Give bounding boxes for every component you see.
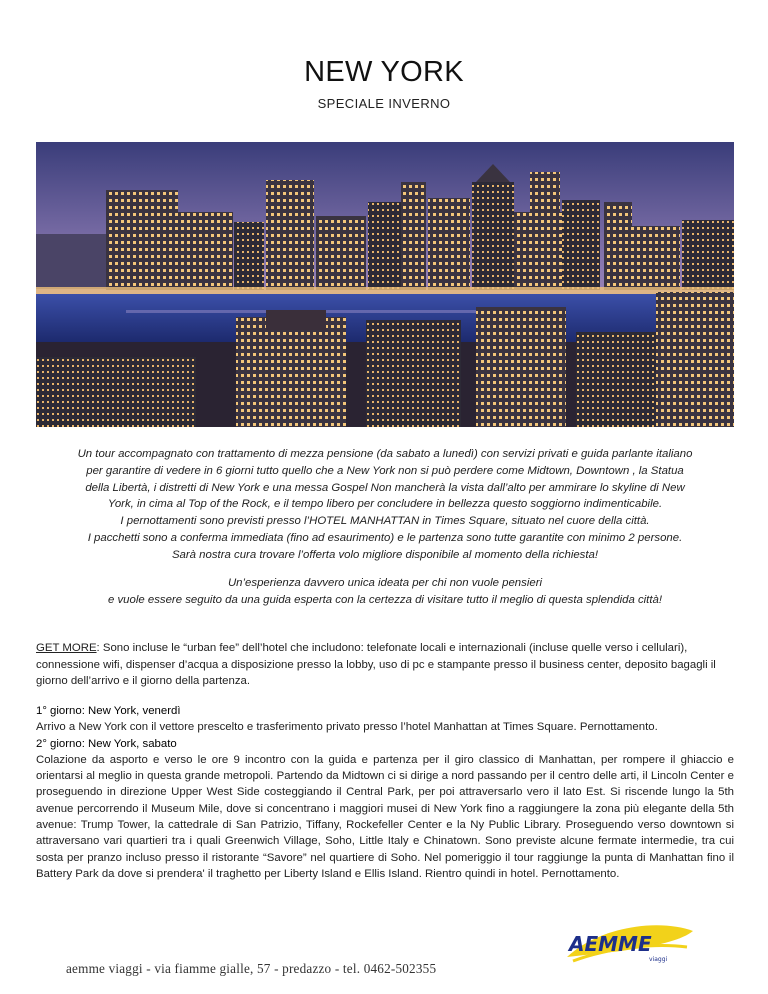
intro-line: Un tour accompagnato con trattamento di mezza pensione (da sabato a lunedì) con servizi privati e guida parlante italiano	[77, 448, 693, 460]
day-text: Colazione da asporto e verso le ore 9 incontro con la guida e partenza per il giro classico di Manhattan, per rompere il ghiaccio e orientarsi al meglio in questa grande metropoli. Partendo da Midtown ci si dirige a nord passando per il centro delle arti, il Lincoln Center e proseguendo in direzione Upper West Side costeggiando il Central Park, per poi attraversarlo vero il lato Est. Si riscende lungo la 5th avenue percorrendo il Museum Mile, dove si concentrano i maggiori musei di New York fino a raggiungere la zona più elegante della 5th avenue: Trump Tower, la cattedrale di San Patrizio, Tiffany, Rockefeller Center e la Ny Public Library. Proseguendo verso downtown si attraversano vari quartieri tra i quali Greenwich Village, Soho, Little Italy e Chinatown. Sono previste alcune fermate intermedie, tra cui sosta per pranzo incluso presso il ristorante “Savore” nel quartiere di Soho. Nel pomeriggio il tour raggiunge la punta di Manhattan fino il Battery Park da dove si prendera' il traghetto per Liberty Island e Ellis Island. Rientro quindi in hotel. Pernottamento.	[36, 753, 734, 880]
intro-paragraph	[36, 446, 734, 564]
tagline-line: e vuole essere seguito da una guida esperta con la certezza di visitare tutto il meglio di questa splendida città!	[107, 593, 663, 606]
tagline-line: Un’esperienza davvero unica ideata per chi non vuole pensieri	[227, 577, 543, 589]
intro-line: York, in cima al Top of the Rock, e il tempo libero per concludere in bellezza questo soggiorno indimenticabile.	[107, 498, 663, 511]
intro-line: I pernottamenti sono previsti presso l’HOTEL MANHATTAN in Times Square, situato nel cuore della città.	[120, 515, 650, 528]
aemme-logo	[561, 917, 697, 973]
get-more-section	[36, 640, 734, 690]
skyline-illustration	[36, 142, 734, 427]
intro-line: I pacchetti sono a conferma immediata (fino ad esaurimento) e le partenza sono tutte garantite con minimo 2 persone.	[87, 531, 683, 544]
day-heading: 1° giorno: New York, venerdì	[36, 705, 181, 717]
logo-wordmark: AEMME	[569, 932, 652, 956]
intro-line: della Libertà, i distretti di New York e una messa Gospel Non mancherà la vista dall’alto per ammirare lo skyline di New	[85, 481, 685, 494]
skyline-photo	[36, 142, 734, 427]
get-more-label: GET MORE	[36, 642, 97, 654]
logo-subtext: viaggi	[649, 956, 668, 963]
footer-contact: aemme viaggi - via fiamme gialle, 57 - predazzo - tel. 0462-502355	[66, 961, 437, 976]
intro-line: Sarà nostra cura trovare l’offerta volo migliore disponibile al momento della richiesta!	[171, 548, 599, 561]
tagline	[36, 575, 734, 609]
itinerary	[36, 703, 734, 882]
day-text: Arrivo a New York con il vettore prescelto e trasferimento privato presso l’hotel Manhattan at Times Square. Pernottamento.	[36, 721, 658, 734]
day-heading: 2° giorno: New York, sabato	[36, 737, 177, 750]
page-title: NEW YORK	[304, 56, 464, 88]
page-subtitle: SPECIALE INVERNO	[317, 96, 451, 111]
get-more-text: : Sono incluse le “urban fee” dell’hotel che includono: telefonate locali e internazionali (incluse quelle verso i cellulari), connessione wifi, dispenser d’acqua a disposizione presso la lobby, uso di pc e stampante presso il business center, deposito bagagli il giorno dell’arrivo e il giorno della partenza.	[36, 642, 716, 687]
intro-line: per garantire di vedere in 6 giorni tutto quello che a New York non si può perdere come Midtown, Downtown , la Statua	[86, 464, 684, 477]
